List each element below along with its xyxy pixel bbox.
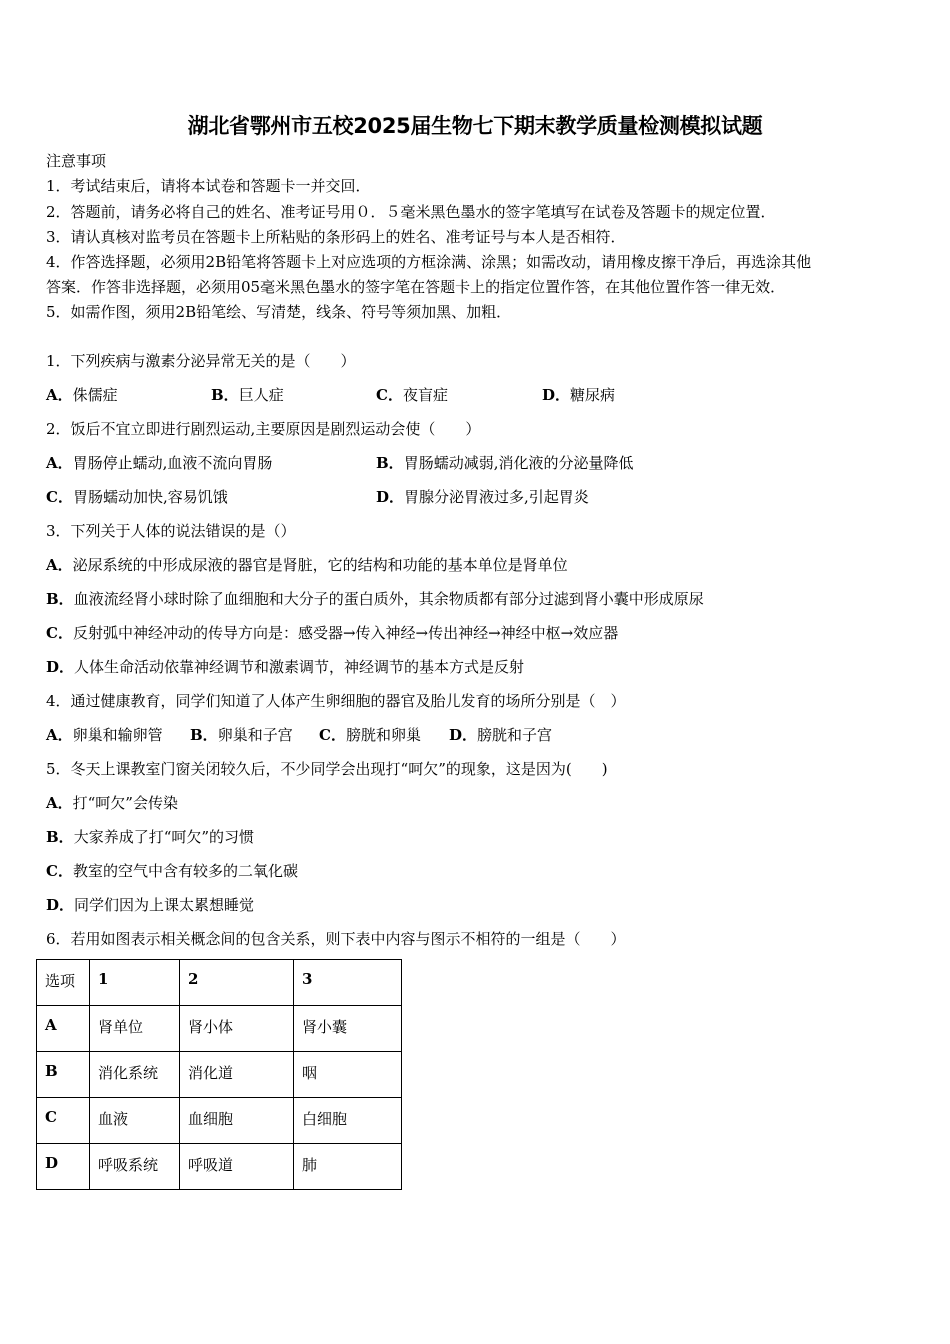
option-text: 膀胱和子宫 (477, 726, 553, 744)
question-4-stem: 4．通过健康教育，同学们知道了人体产生卵细胞的器官及胎儿发育的场所分别是（ ） (46, 692, 626, 710)
q2-option-c (46, 487, 228, 507)
table-cell: 咽 (294, 1052, 402, 1098)
option-letter: B． (46, 590, 74, 608)
table-cell: 呼吸系统 (90, 1144, 180, 1190)
option-text: 大家养成了打“呵欠”的习惯 (73, 828, 255, 846)
option-text: 泌尿系统的中形成尿液的器官是肾脏，它的结构和功能的基本单位是肾单位 (72, 556, 568, 574)
option-text: 胃腺分泌胃液过多,引起胃炎 (404, 488, 589, 506)
option-text: 胃肠蠕动加快,容易饥饿 (72, 488, 228, 506)
q1-option-a (46, 385, 118, 405)
option-letter: D． (449, 726, 478, 744)
table-cell: D (37, 1144, 90, 1190)
q4-option-d (449, 725, 552, 745)
option-letter: D． (46, 658, 75, 676)
option-text: 膀胱和卵巢 (345, 726, 421, 744)
question-3-stem: 3．下列关于人体的说法错误的是（） (46, 522, 296, 540)
notice-item: 5．如需作图，须用2B铅笔绘、写清楚，线条、符号等须加黑、加粗． (46, 303, 512, 321)
option-text: 糖尿病 (570, 386, 616, 404)
q2-option-a (46, 453, 272, 473)
q5-option-a (46, 793, 178, 813)
table-row (37, 1144, 402, 1190)
table-cell: 肺 (294, 1144, 402, 1190)
notice-item: 4．作答选择题，必须用2B铅笔将答题卡上对应选项的方框涂满、涂黑；如需改动，请用橡皮擦干净后，再选涂其他 (46, 253, 812, 271)
table-cell: 消化道 (180, 1052, 294, 1098)
q4-option-c (319, 725, 421, 745)
option-letter: B． (376, 454, 404, 472)
question-5-stem: 5．冬天上课教室门窗关闭较久后，不少同学会出现打“呵欠”的现象，这是因为( ) (46, 760, 608, 778)
option-text: 卵巢和子宫 (217, 726, 293, 744)
option-text: 打“呵欠”会传染 (72, 794, 178, 812)
option-text: 胃肠停止蠕动,血液不流向胃肠 (72, 454, 273, 472)
notice-heading: 注意事项 (46, 152, 107, 170)
option-text: 人体生命活动依靠神经调节和激素调节，神经调节的基本方式是反射 (74, 658, 525, 676)
option-text: 教室的空气中含有较多的二氧化碳 (72, 862, 298, 880)
q2-option-d (376, 487, 589, 507)
q1-option-d (542, 385, 615, 405)
option-text: 血液流经肾小球时除了血细胞和大分子的蛋白质外，其余物质都有部分过滤到肾小囊中形成原尿 (73, 590, 704, 608)
option-text: 胃肠蠕动减弱,消化液的分泌量降低 (403, 454, 634, 472)
table-cell: C (37, 1098, 90, 1144)
q1-option-b (211, 385, 284, 405)
table-cell: 肾单位 (90, 1006, 180, 1052)
q3-option-c (46, 623, 618, 643)
option-letter: D． (46, 896, 75, 914)
notice-item: 1．考试结束后，请将本试卷和答题卡一并交回． (46, 177, 371, 195)
option-text: 同学们因为上课太累想睡觉 (74, 896, 255, 914)
option-letter: A． (46, 386, 73, 404)
q1-option-c (376, 385, 448, 405)
table-header-cell: 2 (180, 960, 294, 1006)
option-letter: A． (46, 794, 73, 812)
q3-option-d (46, 657, 524, 677)
option-text: 卵巢和输卵管 (72, 726, 163, 744)
table-cell: 肾小囊 (294, 1006, 402, 1052)
option-letter: C． (46, 488, 73, 506)
q3-option-a (46, 555, 568, 575)
table-row (37, 1006, 402, 1052)
option-letter: D． (542, 386, 571, 404)
q5-option-b (46, 827, 254, 847)
notice-item: 3．请认真核对监考员在答题卡上所粘贴的条形码上的姓名、准考证号与本人是否相符． (46, 228, 626, 246)
option-letter: A． (46, 556, 73, 574)
option-letter: B． (211, 386, 239, 404)
option-text: 夜盲症 (402, 386, 448, 404)
table-cell: 肾小体 (180, 1006, 294, 1052)
table-cell: 呼吸道 (180, 1144, 294, 1190)
table-header-cell: 1 (90, 960, 180, 1006)
table-cell: 白细胞 (294, 1098, 402, 1144)
table-header-row (37, 960, 402, 1006)
option-letter: B． (190, 726, 218, 744)
option-letter: A． (46, 454, 73, 472)
question-6-stem: 6．若用如图表示相关概念间的包含关系，则下表中内容与图示不相符的一组是（ ） (46, 930, 626, 948)
page-title: 湖北省鄂州市五校2025届生物七下期末教学质量检测模拟试题 (187, 114, 763, 138)
q4-option-a (46, 725, 163, 745)
table-cell: 血液 (90, 1098, 180, 1144)
q4-option-b (190, 725, 293, 745)
option-text: 侏儒症 (72, 386, 118, 404)
notice-item: 答案．作答非选择题，必须用05毫米黑色墨水的签字笔在答题卡上的指定位置作答，在其他位置作答一律无效． (46, 278, 786, 296)
table-cell: A (37, 1006, 90, 1052)
table-row (37, 1052, 402, 1098)
question-2-stem: 2．饭后不宜立即进行剧烈运动,主要原因是剧烈运动会使（ ） (46, 420, 481, 438)
option-letter: C． (376, 386, 403, 404)
table-cell: B (37, 1052, 90, 1098)
table-cell: 血细胞 (180, 1098, 294, 1144)
option-letter: C． (46, 862, 73, 880)
q2-option-b (376, 453, 633, 473)
option-letter: B． (46, 828, 74, 846)
option-letter: A． (46, 726, 73, 744)
option-letter: C． (46, 624, 73, 642)
table-header-cell: 3 (294, 960, 402, 1006)
option-letter: D． (376, 488, 405, 506)
q5-option-c (46, 861, 298, 881)
table-cell: 消化系统 (90, 1052, 180, 1098)
question-1-stem: 1．下列疾病与激素分泌异常无关的是（ ） (46, 352, 356, 370)
option-text: 反射弧中神经冲动的传导方向是：感受器→传入神经→传出神经→神经中枢→效应器 (72, 624, 619, 642)
q5-option-d (46, 895, 254, 915)
notice-item: 2．答题前，请务必将自己的姓名、准考证号用０．５毫米黑色墨水的签字笔填写在试卷及答题卡的规定位置． (46, 203, 776, 221)
option-text: 巨人症 (238, 386, 284, 404)
option-letter: C． (319, 726, 346, 744)
table-row (37, 1098, 402, 1144)
table-header-cell: 选项 (37, 960, 90, 1006)
q6-table (36, 959, 402, 1190)
q3-option-b (46, 589, 704, 609)
